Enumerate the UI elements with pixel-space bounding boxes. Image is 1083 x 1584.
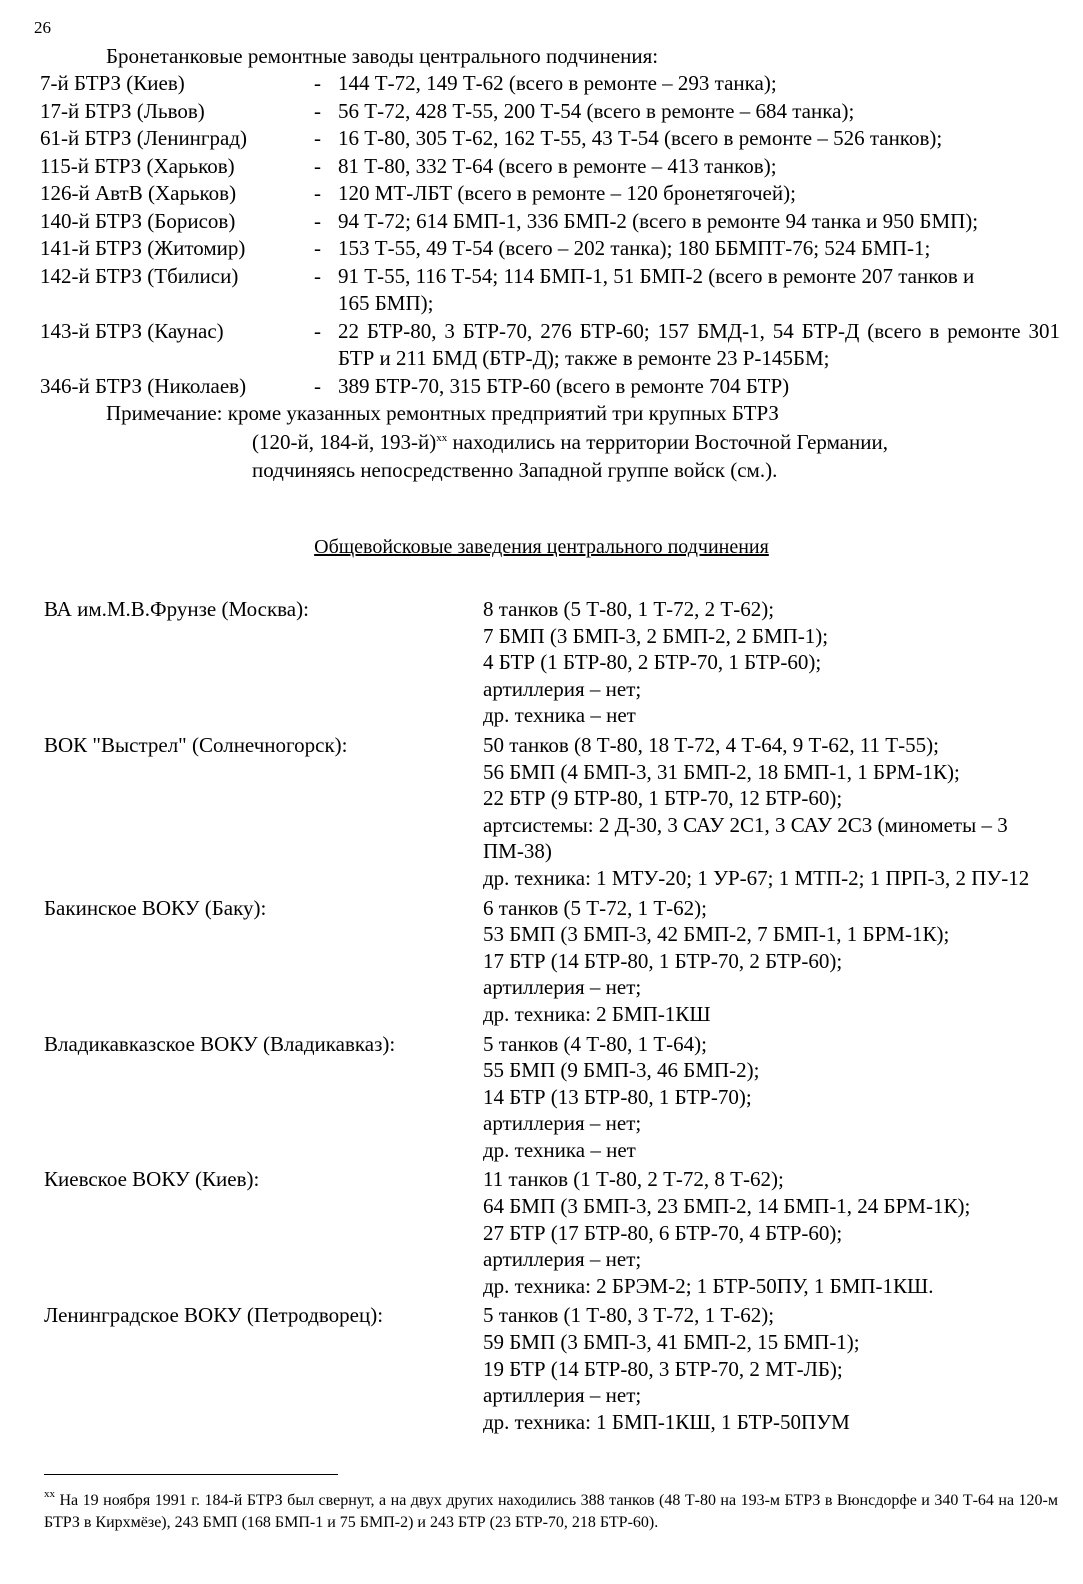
footnote-reference: xx: [436, 431, 448, 444]
school-inventory: [483, 895, 1055, 1028]
plant-dash: -: [314, 208, 321, 233]
plant-row: [0, 98, 1083, 126]
school-name: ВОК "Выстрел" (Солнечногорск):: [44, 732, 348, 757]
inventory-line: артиллерия – нет;: [483, 676, 642, 701]
plant-inventory: 16 Т-80, 305 Т-62, 162 Т-55, 43 Т-54 (всего в ремонте – 526 танков);: [338, 126, 943, 150]
inventory-line: др. техника: 2 БМП-1КШ: [483, 1001, 711, 1026]
footnote-divider: [44, 1474, 338, 1475]
inventory-line: 4 БТР (1 БТР-80, 2 БТР-70, 1 БТР-60);: [483, 650, 822, 675]
plant-name: 61-й БТРЗ (Ленинград): [40, 126, 248, 150]
inventory-line: 8 танков (5 Т-80, 1 Т-72, 2 Т-62);: [483, 597, 775, 621]
school-name: Бакинское ВОКУ (Баку):: [44, 895, 267, 920]
plant-dash: -: [314, 318, 321, 343]
note-text: (120-й, 184-й, 193-й): [252, 429, 437, 454]
repair-plants-list: [0, 70, 1083, 400]
inventory-line: артсистемы: 2 Д-30, 3 САУ 2С1, 3 САУ 2С3 (минометы – 3 ПМ-38): [483, 812, 1008, 864]
plant-name: 143-й БТРЗ (Каунас): [40, 318, 224, 343]
note-line: Примечание: кроме указанных ремонтных предприятий три крупных БТРЗ: [106, 401, 779, 425]
school-inventory: [483, 1166, 1055, 1299]
note-text: находились на территории Восточной Германии,: [447, 429, 889, 454]
inventory-line: 7 БМП (3 БМП-3, 2 БМП-2, 2 БМП-1);: [483, 623, 829, 648]
inventory-line: др. техника – нет: [483, 1137, 636, 1162]
plant-dash: -: [314, 153, 321, 178]
plant-dash: -: [314, 98, 321, 123]
plant-name: 141-й БТРЗ (Житомир): [40, 236, 246, 260]
inventory-line: 5 танков (4 Т-80, 1 Т-64);: [483, 1031, 708, 1056]
plant-name: 115-й БТРЗ (Харьков): [40, 153, 235, 178]
plant-dash: -: [314, 263, 321, 288]
plant-row: [0, 318, 1083, 373]
plant-inventory: 22 БТР-80, 3 БТР-70, 276 БТР-60; 157 БМД-1, 54 БТР-Д (всего в ремонте 301 БТР и 211 БМД (БТР-Д); также в ремонте 23 Р-145БМ;: [338, 318, 1060, 370]
note-line: [106, 428, 888, 457]
inventory-line: 6 танков (5 Т-72, 1 Т-62);: [483, 895, 708, 920]
inventory-line: артиллерия – нет;: [483, 1111, 642, 1136]
inventory-line: 64 БМП (3 БМП-3, 23 БМП-2, 14 БМП-1, 24 БРМ-1К);: [483, 1194, 971, 1219]
school-inventory: [483, 1031, 1055, 1164]
plant-dash: -: [314, 181, 321, 205]
inventory-line: 14 БТР (13 БТР-80, 1 БТР-70);: [483, 1084, 752, 1109]
inventory-line: др. техника: 1 БМП-1КШ, 1 БТР-50ПУМ: [483, 1409, 850, 1434]
school-inventory: [483, 732, 1055, 892]
note-line: подчиняясь непосредственно Западной группе войск (см.).: [252, 458, 778, 482]
inventory-line: 17 БТР (14 БТР-80, 1 БТР-70, 2 БТР-60);: [483, 948, 843, 973]
plant-inventory: 91 Т-55, 116 Т-54; 114 БМП-1, 51 БМП-2 (всего в ремонте 207 танков и 165 БМП);: [338, 263, 975, 315]
plant-name: 17-й БТРЗ (Львов): [40, 98, 205, 123]
school-name: Ленинградское ВОКУ (Петродворец):: [44, 1303, 384, 1328]
school-entry: [0, 895, 1083, 1028]
plant-dash: -: [314, 71, 321, 95]
plant-row: [0, 125, 1083, 153]
school-entry: [0, 1302, 1083, 1435]
plant-name: 140-й БТРЗ (Борисов): [40, 208, 236, 233]
plant-row: [0, 180, 1083, 208]
section-heading-repair-plants: Бронетанковые ремонтные заводы центрального подчинения:: [106, 44, 659, 68]
plant-inventory: 94 Т-72; 614 БМП-1, 336 БМП-2 (всего в ремонте 94 танка и 950 БМП);: [338, 208, 979, 233]
inventory-line: 50 танков (8 Т-80, 18 Т-72, 4 Т-64, 9 Т-62, 11 Т-55);: [483, 732, 939, 757]
inventory-line: 11 танков (1 Т-80, 2 Т-72, 8 Т-62);: [483, 1167, 784, 1192]
section-heading-schools: Общевойсковые заведения центрального подчинения: [314, 536, 769, 558]
inventory-line: др. техника: 1 МТУ-20; 1 УР-67; 1 МТП-2; 1 ПРП-3, 2 ПУ-12: [483, 865, 1030, 890]
school-name: ВА им.М.В.Фрунзе (Москва):: [44, 597, 309, 621]
note: [106, 399, 888, 485]
page-number: 26: [34, 18, 51, 37]
inventory-line: 56 БМП (4 БМП-3, 31 БМП-2, 18 БМП-1, 1 БРМ-1К);: [483, 759, 960, 784]
school-inventory: [483, 596, 1055, 729]
school-inventory: [483, 1302, 1055, 1435]
footnote: [44, 1490, 1058, 1534]
inventory-line: артиллерия – нет;: [483, 1383, 642, 1408]
inventory-line: 55 БМП (9 БМП-3, 46 БМП-2);: [483, 1058, 760, 1083]
plant-row: [0, 235, 1083, 263]
school-name: Киевское ВОКУ (Киев):: [44, 1167, 260, 1192]
inventory-line: 59 БМП (3 БМП-3, 41 БМП-2, 15 БМП-1);: [483, 1330, 860, 1355]
inventory-line: 19 БТР (14 БТР-80, 3 БТР-70, 2 МТ-ЛБ);: [483, 1356, 843, 1381]
plant-inventory: 389 БТР-70, 315 БТР-60 (всего в ремонте 704 БТР): [338, 373, 790, 398]
inventory-line: артиллерия – нет;: [483, 975, 642, 1000]
plant-inventory: 153 Т-55, 49 Т-54 (всего – 202 танка); 180 ББМПТ-76; 524 БМП-1;: [338, 236, 931, 260]
inventory-line: 22 БТР (9 БТР-80, 1 БТР-70, 12 БТР-60);: [483, 786, 843, 811]
footnote-marker: xx: [44, 1488, 55, 1500]
school-entry: [0, 732, 1083, 892]
plant-name: 142-й БТРЗ (Тбилиси): [40, 263, 239, 288]
schools-list: [0, 596, 1083, 1438]
footnote-text: На 19 ноября 1991 г. 184-й БТРЗ был свернут, а на двух других находились 388 танков (48 Т-80 на 193-м БТРЗ в Вюнсдорфе и 340 Т-64 на 120-м БТРЗ в Кирхмёзе), 243 БМП (168 БМП-1 и 75 БМП-2) и 243 БТР (23 БТР-70, 218 БТР-60).: [44, 1492, 1059, 1531]
plant-row: [0, 70, 1083, 98]
inventory-line: 5 танков (1 Т-80, 3 Т-72, 1 Т-62);: [483, 1303, 775, 1328]
inventory-line: др. техника: 2 БРЭМ-2; 1 БТР-50ПУ, 1 БМП-1КШ.: [483, 1273, 934, 1298]
school-entry: [0, 1031, 1083, 1164]
school-entry: [0, 596, 1083, 729]
plant-inventory: 81 Т-80, 332 Т-64 (всего в ремонте – 413 танков);: [338, 153, 777, 178]
school-name: Владикавказское ВОКУ (Владикавказ):: [44, 1031, 396, 1056]
plant-row: [0, 153, 1083, 181]
plant-name: 126-й АвтВ (Харьков): [40, 181, 237, 205]
plant-dash: -: [314, 126, 321, 150]
school-entry: [0, 1166, 1083, 1299]
plant-inventory: 144 Т-72, 149 Т-62 (всего в ремонте – 293 танка);: [338, 71, 777, 95]
plant-dash: -: [314, 373, 321, 398]
plant-inventory: 120 МТ-ЛБТ (всего в ремонте – 120 бронетягочей);: [338, 181, 796, 205]
plant-dash: -: [314, 236, 321, 260]
inventory-line: др. техника – нет: [483, 703, 636, 728]
plant-name: 346-й БТРЗ (Николаев): [40, 373, 247, 398]
plant-name: 7-й БТРЗ (Киев): [40, 71, 185, 95]
inventory-line: 27 БТР (17 БТР-80, 6 БТР-70, 4 БТР-60);: [483, 1220, 843, 1245]
plant-row: [0, 208, 1083, 236]
inventory-line: артиллерия – нет;: [483, 1247, 642, 1272]
plant-inventory: 56 Т-72, 428 Т-55, 200 Т-54 (всего в ремонте – 684 танка);: [338, 98, 855, 123]
inventory-line: 53 БМП (3 БМП-3, 42 БМП-2, 7 БМП-1, 1 БРМ-1К);: [483, 922, 950, 947]
plant-row: [0, 373, 1083, 401]
plant-row: [0, 263, 1083, 318]
